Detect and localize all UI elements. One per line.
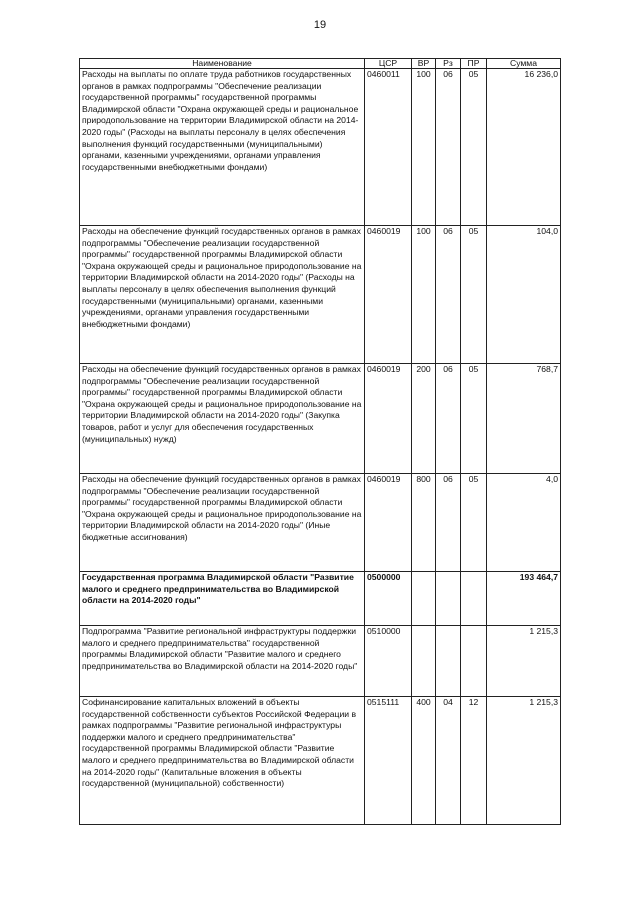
col-header-sum: Сумма: [487, 59, 561, 69]
row-vr: 100: [412, 69, 436, 226]
row-sum: 768,7: [487, 364, 561, 474]
row-rz: 06: [436, 474, 461, 572]
row-rz: 06: [436, 226, 461, 364]
row-name: Софинансирование капитальных вложений в объекты государственной собственности субъектов Российской Федерации в рамках подпрограммы "Развитие региональной инфраструктуры поддержки малого и среднего предпринимательства" государственной программы Владимирской области "Развитие малого и среднего предпринимательства во Владимирской области на 2014-2020 годы" (Капитальные вложения в объекты государственной (муниципальной) собственности): [80, 697, 365, 825]
row-csr: 0460019: [365, 226, 412, 364]
row-sum: 4,0: [487, 474, 561, 572]
row-rz: [436, 626, 461, 697]
table-row: [80, 69, 561, 226]
page-number: 19: [313, 19, 327, 31]
row-sum: 104,0: [487, 226, 561, 364]
row-pr: 05: [461, 226, 487, 364]
row-sum: 1 215,3: [487, 697, 561, 825]
row-rz: [436, 572, 461, 626]
row-csr: 0460019: [365, 364, 412, 474]
row-name: Расходы на обеспечение функций государственных органов в рамках подпрограммы "Обеспечение реализации государственной программы" государственной программы Владимирской области "Охрана окружающей среды и рациональное природопользование на территории Владимирской области на 2014-2020 годы" (Закупка товаров, работ и услуг для обеспечения государственных (муниципальных) нужд): [80, 364, 365, 474]
row-rz: 04: [436, 697, 461, 825]
table-row: [80, 364, 561, 474]
row-csr: 0510000: [365, 626, 412, 697]
row-sum: 1 215,3: [487, 626, 561, 697]
row-csr: 0500000: [365, 572, 412, 626]
row-csr: 0515111: [365, 697, 412, 825]
row-pr: 05: [461, 364, 487, 474]
table-row: [80, 572, 561, 626]
col-header-rz: Рз: [436, 59, 461, 69]
table-header-row: [80, 59, 561, 69]
row-rz: 06: [436, 69, 461, 226]
row-vr: 200: [412, 364, 436, 474]
col-header-name: Наименование: [80, 59, 365, 69]
row-sum: 16 236,0: [487, 69, 561, 226]
row-sum: 193 464,7: [487, 572, 561, 626]
col-header-csr: ЦСР: [365, 59, 412, 69]
row-pr: [461, 572, 487, 626]
row-csr: 0460011: [365, 69, 412, 226]
row-name: Расходы на выплаты по оплате труда работников государственных органов в рамках подпрограммы "Обеспечение реализации государственной программы" государственной программы Владимирской области "Охрана окружающей среды и рациональное природопользование на территории Владимирской области на 2014-2020 годы" (Расходы на выплаты персоналу в целях обеспечения выполнения функций государственными (муниципальными) органами, казенными учреждениями, органами управления государственными внебюджетными фондами): [80, 69, 365, 226]
row-rz: 06: [436, 364, 461, 474]
row-name: Подпрограмма "Развитие региональной инфраструктуры поддержки малого и среднего предпринимательства" государственной программы Владимирской области "Развитие малого и среднего предпринимательства во Владимирской области на 2014-2020 годы": [80, 626, 365, 697]
row-name: Расходы на обеспечение функций государственных органов в рамках подпрограммы "Обеспечение реализации государственной программы" государственной программы Владимирской области "Охрана окружающей среды и рациональное природопользование на территории Владимирской области на 2014-2020 годы" (Иные бюджетные ассигнования): [80, 474, 365, 572]
col-header-pr: ПР: [461, 59, 487, 69]
table-row: [80, 626, 561, 697]
row-name: Расходы на обеспечение функций государственных органов в рамках подпрограммы "Обеспечение реализации государственной программы" государственной программы Владимирской области "Охрана окружающей среды и рациональное природопользование на территории Владимирской области на 2014-2020 годы" (Расходы на выплаты персоналу в целях обеспечения выполнения функций государственными (муниципальными) органами, казенными учреждениями, органами управления государственными внебюджетными фондами): [80, 226, 365, 364]
table-row: [80, 697, 561, 825]
row-pr: [461, 626, 487, 697]
row-csr: 0460019: [365, 474, 412, 572]
row-vr: 800: [412, 474, 436, 572]
row-vr: [412, 626, 436, 697]
row-vr: 100: [412, 226, 436, 364]
row-pr: 05: [461, 474, 487, 572]
row-pr: 12: [461, 697, 487, 825]
table-row: [80, 226, 561, 364]
row-pr: 05: [461, 69, 487, 226]
col-header-vr: ВР: [412, 59, 436, 69]
budget-table: [79, 58, 561, 825]
row-vr: 400: [412, 697, 436, 825]
row-vr: [412, 572, 436, 626]
row-name: Государственная программа Владимирской области "Развитие малого и среднего предпринимательства во Владимирской области на 2014-2020 годы": [80, 572, 365, 626]
table-row: [80, 474, 561, 572]
